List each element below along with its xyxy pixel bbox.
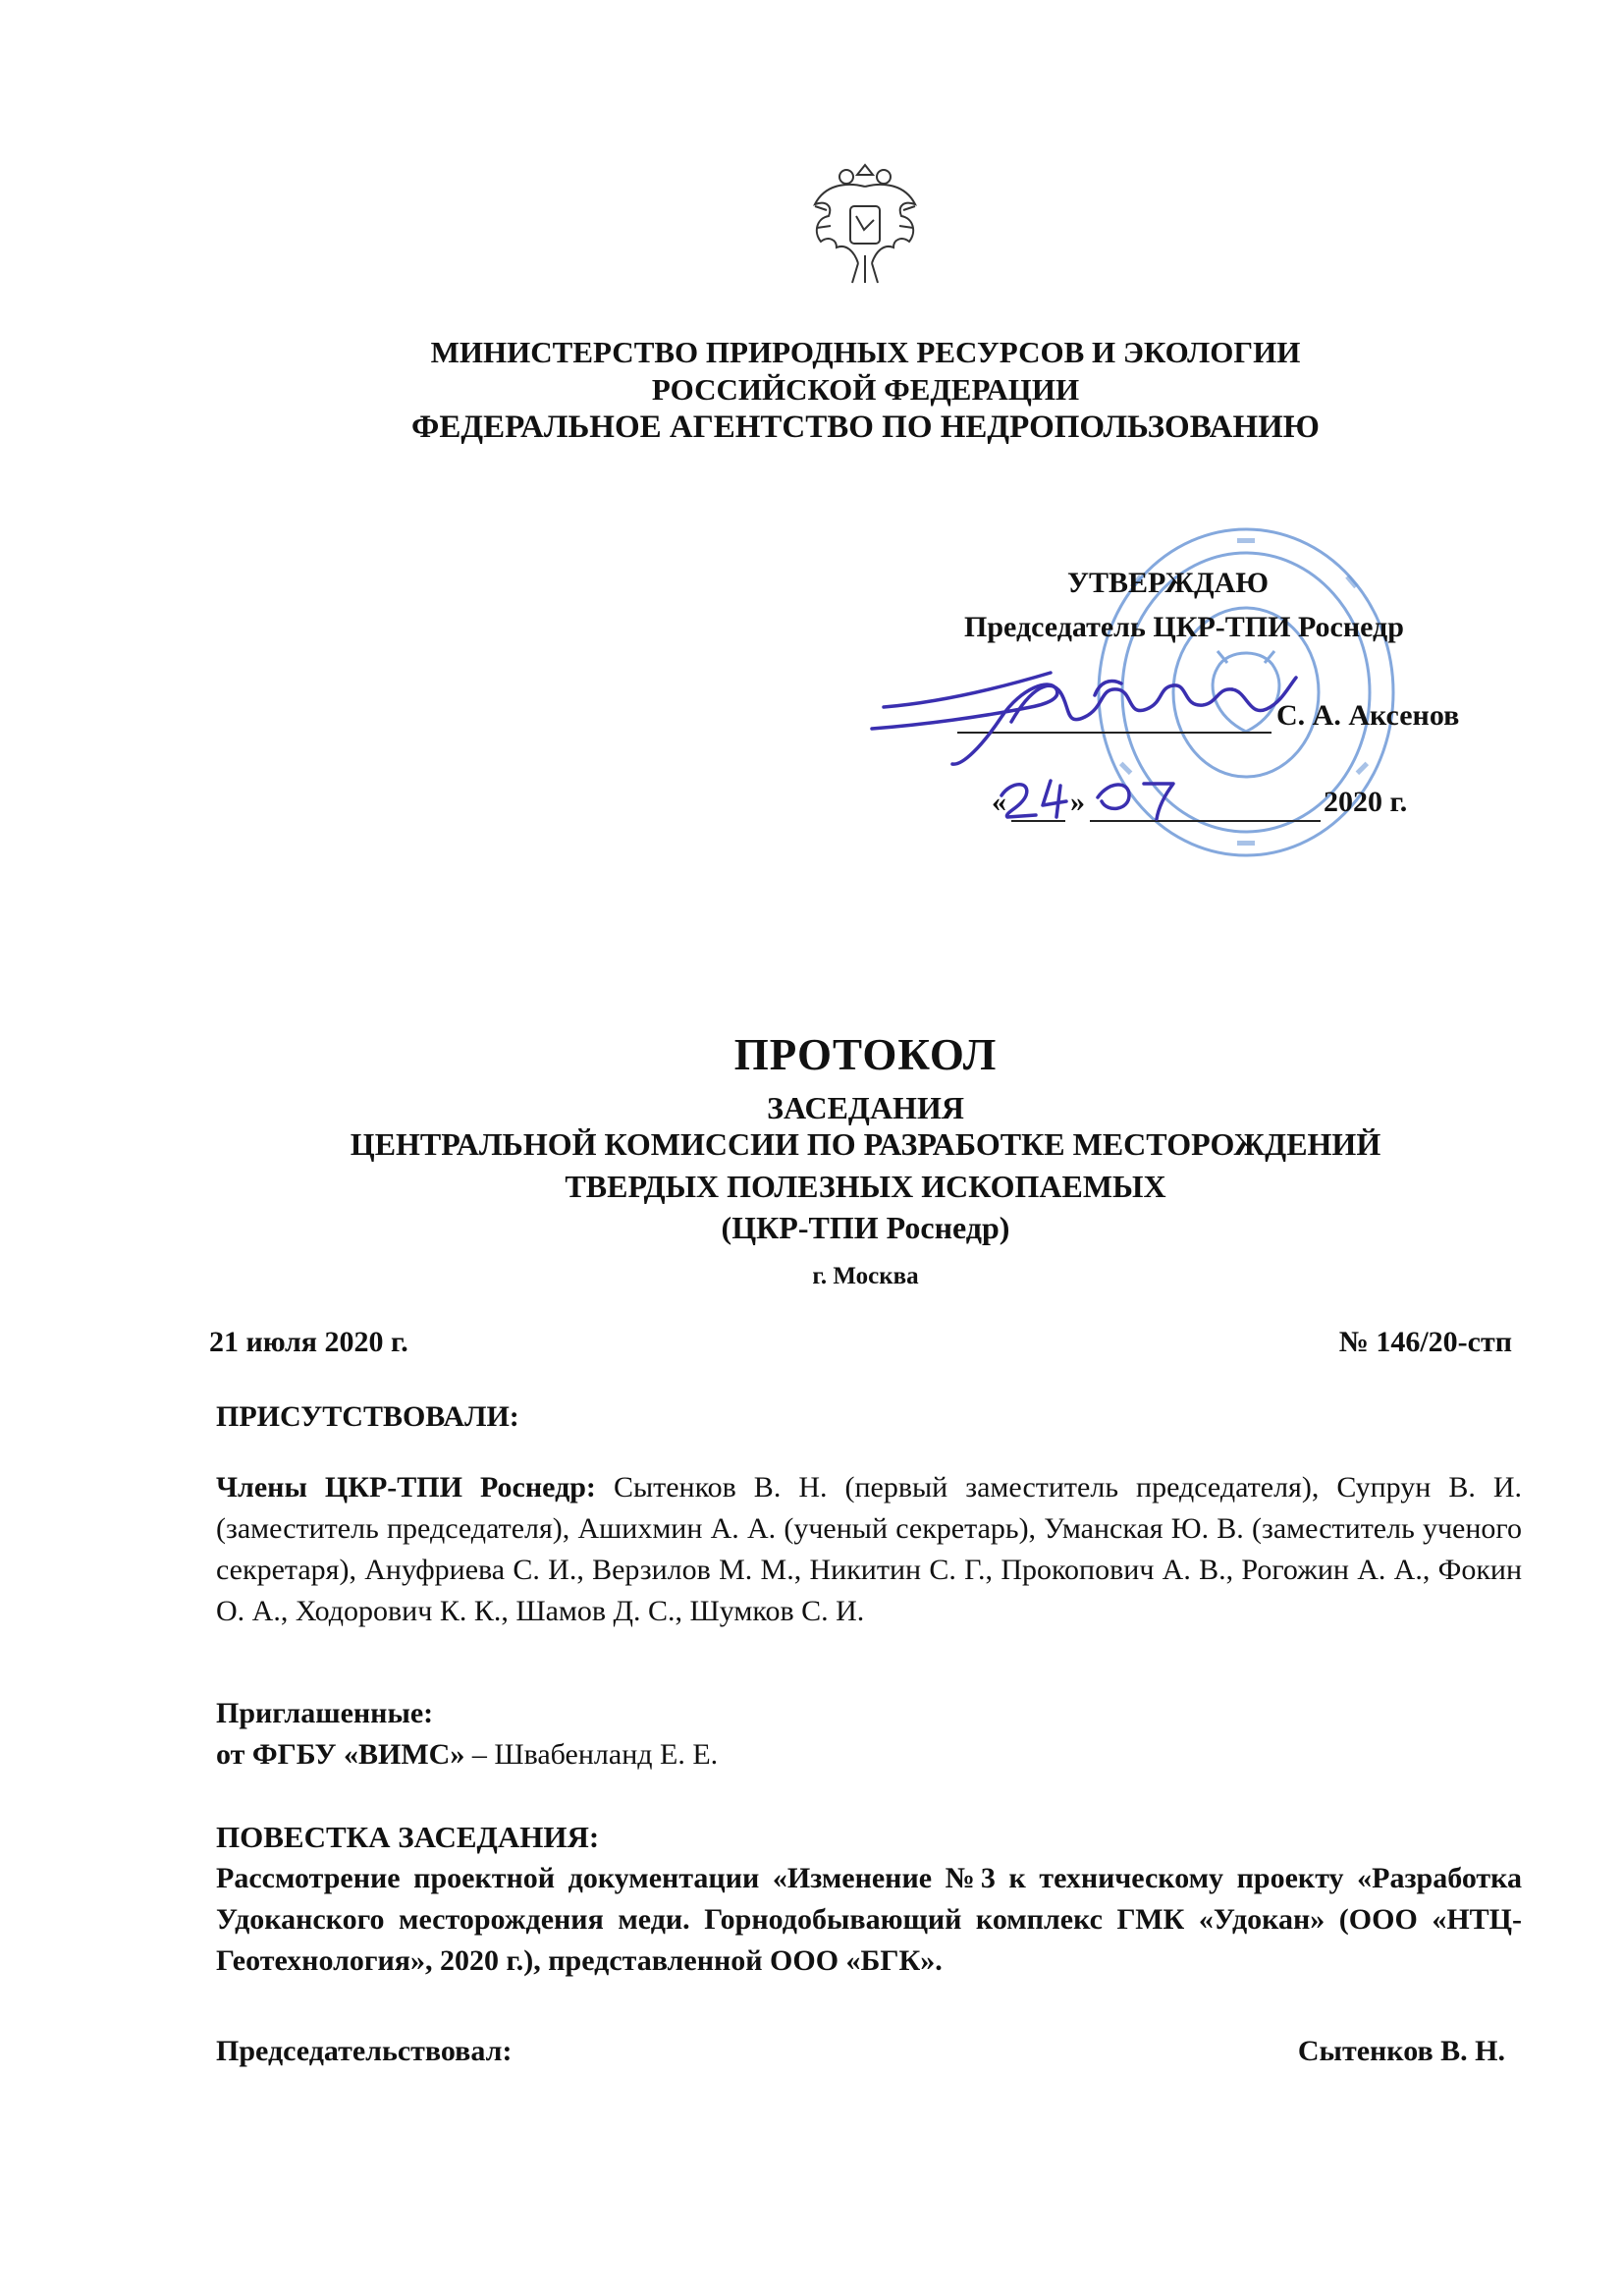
approval-title: УТВЕРЖДАЮ bbox=[1067, 567, 1270, 599]
handwritten-date bbox=[982, 756, 1276, 825]
agenda-text: Рассмотрение проектной документации «Изменение №3 к техническому проекту «Разработка Удоканского месторождения меди. Горнодобывающий комплекс ГМК «Удокан» (ООО «НТЦ-Геотехнология», 2020 г.), представленной ООО «БГК». bbox=[216, 1862, 1522, 1977]
members-label: Члены ЦКР-ТПИ Роснедр: bbox=[216, 1471, 596, 1503]
chairman-label: Председательствовал: bbox=[216, 2035, 513, 2067]
date-close-quote: » bbox=[1070, 786, 1085, 818]
invited-heading: Приглашенные: bbox=[216, 1697, 434, 1729]
agency-line: ФЕДЕРАЛЬНОЕ АГЕНТСТВО ПО НЕДРОПОЛЬЗОВАНИЮ bbox=[411, 410, 1320, 445]
invited-person: – Швабенланд Е. Е. bbox=[464, 1738, 719, 1771]
members-paragraph bbox=[216, 1467, 1522, 1632]
invited-line bbox=[216, 1734, 1522, 1776]
approval-position: Председатель ЦКР-ТПИ Роснедр bbox=[964, 611, 1404, 643]
meeting-date: 21 июля 2020 г. bbox=[209, 1326, 408, 1358]
ministry-line-1: МИНИСТЕРСТВО ПРИРОДНЫХ РЕСУРСОВ И ЭКОЛОГИИ bbox=[430, 335, 1301, 369]
document-subtitle-4: (ЦКР-ТПИ Роснедр) bbox=[721, 1210, 1010, 1245]
approval-signatory-name: С. А. Аксенов bbox=[1276, 699, 1460, 732]
document-city: г. Москва bbox=[812, 1263, 919, 1289]
ministry-line-2: РОССИЙСКОЙ ФЕДЕРАЦИИ bbox=[651, 372, 1080, 407]
date-open-quote: « bbox=[992, 786, 1006, 818]
document-subtitle-3: ТВЕРДЫХ ПОЛЕЗНЫХ ИСКОПАЕМЫХ bbox=[565, 1169, 1166, 1204]
protocol-number: № 146/20-стп bbox=[1338, 1326, 1512, 1358]
approval-year: 2020 г. bbox=[1324, 786, 1408, 818]
document-subtitle-1: ЗАСЕДАНИЯ bbox=[767, 1090, 964, 1125]
document-subtitle-2: ЦЕНТРАЛЬНОЙ КОМИССИИ ПО РАЗРАБОТКЕ МЕСТОРОЖДЕНИЙ bbox=[350, 1126, 1381, 1162]
agenda-heading: ПОВЕСТКА ЗАСЕДАНИЯ: bbox=[216, 1820, 600, 1854]
members-list: Сытенков В. Н. (первый заместитель председателя), Супрун В. И. (заместитель председателя), Ашихмин А. А. (ученый секретарь), Уманская Ю. В. (заместитель ученого секретаря), Ануфриева С. И., Верзилов М. М., Никитин С. Г., Прокопович А. В., Рогожин А. А., Фокин О. А., Ходорович К. К., Шамов Д. С., Шумков С. И. bbox=[216, 1471, 1523, 1627]
invited-organization: от ФГБУ «ВИМС» bbox=[216, 1738, 465, 1771]
ministry-header bbox=[0, 334, 1623, 446]
document-title: ПРОТОКОЛ bbox=[733, 1030, 998, 1079]
coat-of-arms-emblem bbox=[807, 157, 923, 290]
attendance-heading: ПРИСУТСТВОВАЛИ: bbox=[216, 1400, 519, 1433]
chairman-name: Сытенков В. Н. bbox=[1297, 2035, 1505, 2067]
